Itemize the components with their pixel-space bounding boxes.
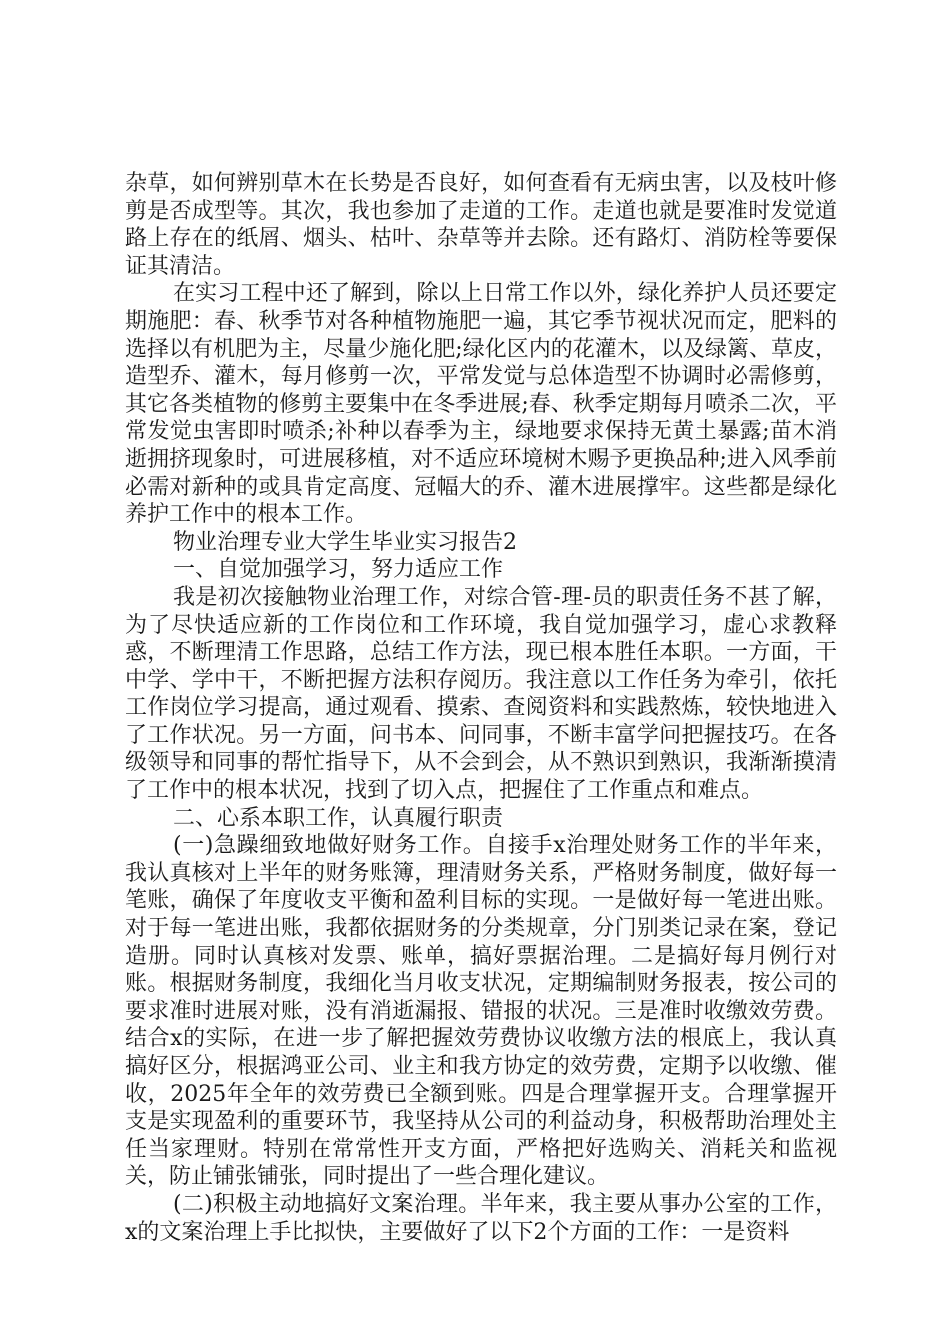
body-paragraph-4: (一)急躁细致地做好财务工作。自接手x治理处财务工作的半年来，我认真核对上半年的财务账簿，理清财务关系，严格财务制度，做好每一笔账，确保了年度收支平衡和盈利目标的实现。一是做好每一笔进出账。对于每一笔进出账，我都依据财务的分类规章，分门别类记录在案，登记造册。同时认真核对发票、账单，搞好票据治理。二是搞好每月例行对账。根据财务制度，我细化当月收支状况，定期编制财务报表，按公司的要求准时进展对账，没有消逝漏报、错报的状况。三是准时收缴效劳费。结合x的实际，在进一步了解把握效劳费协议收缴方法的根底上，我认真搞好区分，根据鸿亚公司、业主和我方协定的效劳费，定期予以收缴、催收，2025年全年的效劳费已全额到账。四是合理掌握开支。合理掌握开支是实现盈利的重要环节，我坚持从公司的利益动身，积极帮助治理处主任当家理财。特别在常常性开支方面，严格把好选购关、消耗关和监视关，防止铺张铺张，同时提出了一些合理化建议。 — [125, 833, 837, 1190]
document-page — [125, 170, 837, 1246]
report-title: 物业治理专业大学生毕业实习报告2 — [173, 529, 517, 555]
body-paragraph-2: 在实习工程中还了解到，除以上日常工作以外，绿化养护人员还要定期施肥：春、秋季节对各种植物施肥一遍，其它季节视状况而定，肥料的选择以有机肥为主，尽量少施化肥;绿化区内的花灌木，以及绿篱、草皮，造型乔、灌木，每月修剪一次，平常发觉与总体造型不协调时必需修剪，其它各类植物的修剪主要集中在冬季进展;春、秋季定期每月喷杀二次，平常发觉虫害即时喷杀;补种以春季为主，绿地要求保持无黄土暴露;苗木消逝拥挤现象时，可进展移植，对不适应环境树木赐予更换品种;进入风季前必需对新种的或具肯定高度、冠幅大的乔、灌木进展撑牢。这些都是绿化养护工作中的根本工作。 — [125, 281, 837, 528]
body-paragraph-5: (二)积极主动地搞好文案治理。半年来，我主要从事办公室的工作，x的文案治理上手比拟快，主要做好了以下2个方面的工作：一是资料 — [125, 1191, 837, 1245]
section-heading-1: 一、自觉加强学习，努力适应工作 — [173, 557, 504, 583]
section-heading-2: 二、心系本职工作，认真履行职责 — [173, 805, 504, 831]
body-paragraph-3: 我是初次接触物业治理工作，对综合管-理-员的职责任务不甚了解，为了尽快适应新的工作岗位和工作环境，我自觉加强学习，虚心求教释惑，不断理清工作思路，总结工作方法，现已根本胜任本职。一方面，干中学、学中干，不断把握方法积存阅历。我注意以工作任务为牵引，依托工作岗位学习提高，通过观看、摸索、查阅资料和实践熬炼，较快地进入了工作状况。另一方面，问书本、问同事，不断丰富学问把握技巧。在各级领导和同事的帮忙指导下，从不会到会，从不熟识到熟识，我渐渐摸清了工作中的根本状况，找到了切入点，把握住了工作重点和难点。 — [125, 584, 837, 804]
body-paragraph-1: 杂草，如何辨别草木在长势是否良好，如何查看有无病虫害，以及枝叶修剪是否成型等。其次，我也参加了走道的工作。走道也就是要准时发觉道路上存在的纸屑、烟头、枯叶、杂草等并去除。还有路灯、消防栓等要保证其清洁。 — [125, 171, 837, 279]
